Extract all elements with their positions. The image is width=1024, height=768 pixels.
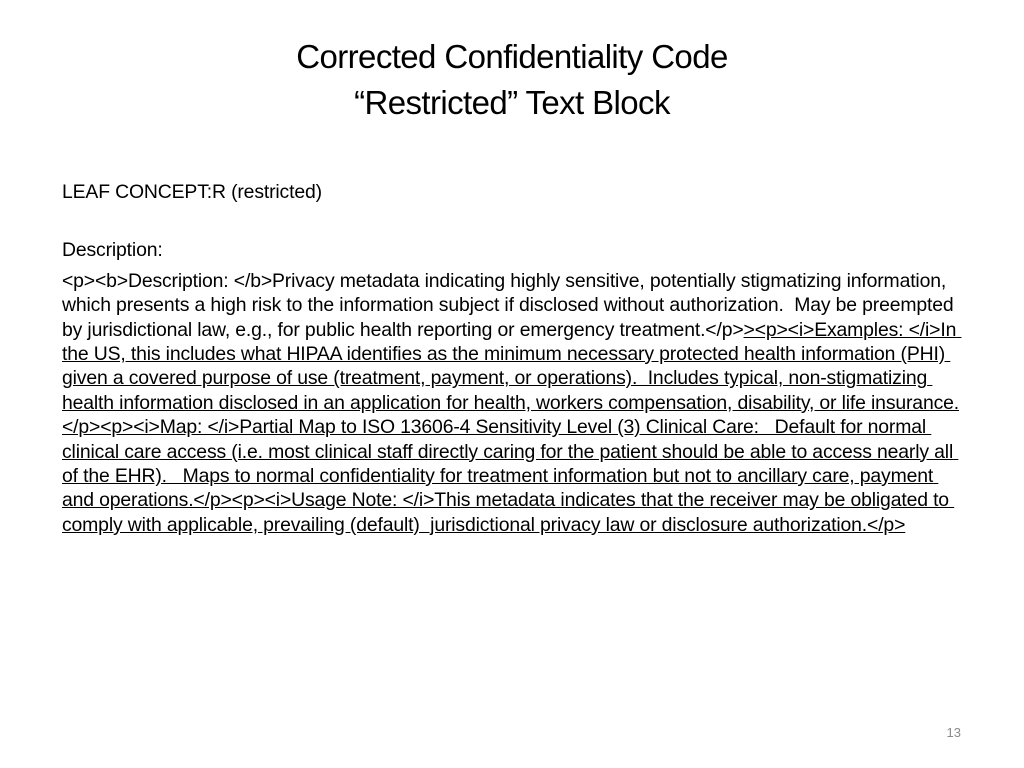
title-line-2: “Restricted” Text Block [354,84,670,121]
page-number: 13 [946,725,961,740]
slide-title [0,34,1024,126]
description-underlined-text: ><p><i>Examples: </i>In the US, this includes what HIPAA identifies as the minimum necessary protected health information (PHI) given a covered purpose of use (treatment, payment, or operations). Includes typical, non-stigmatizing health information disclosed in an application for health, workers compensation, disability, or life insurance.</p><p><i>Map: </i>Partial Map to ISO 13606-4 Sensitivity Level (3) Clinical Care: Default for normal clinical care access (i.e. most clinical staff directly caring for the patient should be able to access nearly all of the EHR). Maps to normal confidentiality for treatment information but not to ancillary care, payment and operations.</p><p><i>Usage Note: </i>This metadata indicates that the receiver may be obligated to comply with applicable, prevailing (default) jurisdictional privacy law or disclosure authorization.</p> [62,318,962,536]
description-plain-text: <p><b>Description: </b>Privacy metadata indicating highly sensitive, potentially stigmatizing information, which presents a high risk to the information subject if disclosed without authorization. May be preempted by jurisdictional law, e.g., for public health reporting or emergency treatment.</p> [62,269,959,341]
title-line-1: Corrected Confidentiality Code [296,38,728,75]
description-label: Description: [62,239,163,262]
slide-content [62,180,962,537]
leaf-concept-line: LEAF CONCEPT:R (restricted) [62,181,322,203]
description-body [62,269,962,537]
